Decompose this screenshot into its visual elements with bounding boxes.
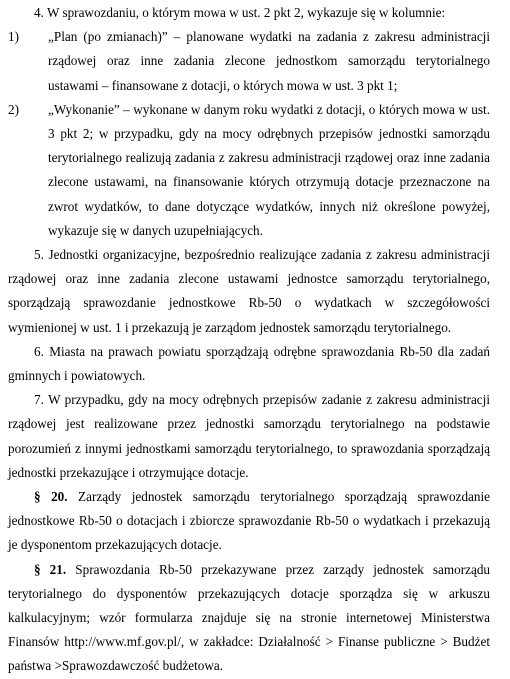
- list-item: [8, 98, 490, 243]
- section-20-label: § 20.: [34, 489, 68, 505]
- paragraph-7: 7. W przypadku, gdy na mocy odrębnych przepisów zadanie z zakresu administracji rządowej jest realizowane przez jednostki samorządu terytorialnego na podstawie porozumień z innymi jednostkami samorządu terytorialnego, to sprawozdania sporządzają jednostki przekazujące i otrzymujące dotacje.: [8, 392, 490, 480]
- list-item-number: 1): [8, 29, 19, 45]
- section-20-text: Zarządy jednostek samorządu terytorialnego sporządzają sprawozdanie jednostkowe Rb-50 o dotacjach i zbiorcze sprawozdanie Rb-50 o wydatkach i przekazują je dysponentom przekazujących dotacje.: [8, 489, 491, 553]
- list-item-text: „Wykonanie” – wykonane w danym roku wydatki z dotacji, o których mowa w ust. 3 pkt 2; w przypadku, gdy na mocy odrębnych przepisów jednostki samorządu terytorialnego realizują zadania z zakresu administracji rządowej oraz inne zadania zlecone ustawami, na finansowanie których otrzymują dotacje przeznaczone na zwrot wydatków, to dane dotyczące wydatków, innych niż określone powyżej, wykazuje się w danych uzupełniających.: [48, 101, 490, 238]
- section-21: [8, 558, 490, 679]
- section-20: [8, 485, 490, 558]
- list-item-text: „Plan (po zmianach)” – planowane wydatki na zadania z zakresu administracji rządowej oraz inne zadania zlecone jednostkom samorządu terytorialnego ustawami – finansowane z dotacji, o których mowa w ust. 3 pkt 1;: [48, 29, 490, 93]
- section-21-label: § 21.: [34, 561, 67, 577]
- list-item-number: 2): [8, 101, 19, 117]
- list-item: [8, 25, 490, 98]
- paragraph-6: 6. Miasta na prawach powiatu sporządzają odrębne sprawozdania Rb-50 dla zadań gminnych i powiatowych.: [8, 343, 490, 384]
- section-21-text: Sprawozdania Rb-50 przekazywane przez zarządy jednostek samorządu terytorialnego do dysponentów przekazujących dotacje sporządza się w arkuszu kalkulacyjnym; wzór formularza znajduje się na stronie internetowej Ministerstwa Finansów http://www.mf.gov.pl/, w zakładce: Działalność > Finanse publiczne > Budżet państwa >Sprawozdawczość budżetowa.: [8, 561, 491, 674]
- paragraph-4: 4. W sprawozdaniu, o którym mowa w ust. 2 pkt 2, wykazuje się w kolumnie:: [34, 5, 446, 20]
- paragraph-5: 5. Jednostki organizacyjne, bezpośrednio realizujące zadania z zakresu administracji rządowej oraz inne zadania zlecone ustawami jednostce samorządu terytorialnego, sporządzają sprawozdanie jednostkowe Rb-50 o wydatkach w szczegółowości wymienionej w ust. 1 i przekazują je zarządom jednostek samorządu terytorialnego.: [8, 247, 490, 335]
